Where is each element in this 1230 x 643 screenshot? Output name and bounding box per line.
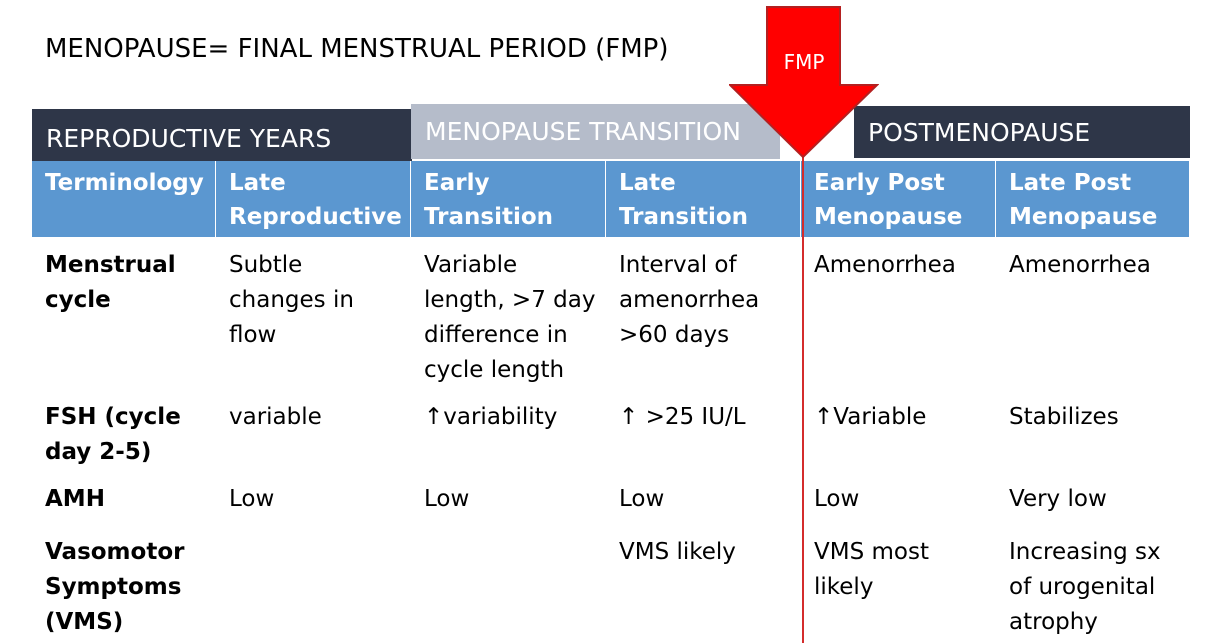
cell-line: VMS most (814, 539, 929, 565)
header-line: Early Post (814, 170, 945, 196)
table-cell (619, 482, 664, 517)
cell-line: Low (814, 486, 860, 512)
cell-line: Variable (424, 252, 518, 278)
cell-line: ↑Variable (814, 404, 927, 430)
cell-line: Low (229, 486, 275, 512)
cell-line: flow (229, 322, 277, 348)
fmp-line (802, 155, 804, 643)
cell-line: Amenorrhea (1009, 252, 1151, 278)
cell-line: Stabilizes (1009, 404, 1119, 430)
cell-line: ↑variability (424, 404, 558, 430)
row-label (45, 400, 181, 470)
band-postmenopause: POSTMENOPAUSE (854, 106, 1190, 158)
header-line: Late Post (1009, 170, 1132, 196)
header-line: Transition (424, 204, 554, 230)
row-label-line: (VMS) (45, 609, 124, 635)
row-label-line: Symptoms (45, 574, 182, 600)
cell-line: Increasing sx (1009, 539, 1161, 565)
cell-line: amenorrhea (619, 287, 760, 313)
row-label (45, 248, 176, 318)
cell-line: length, >7 day (424, 287, 596, 313)
cell-line: variable (229, 404, 322, 430)
table-cell (1009, 482, 1107, 517)
cell-line: Interval of (619, 252, 737, 278)
cell-line: >60 days (619, 322, 730, 348)
table-cell (1009, 535, 1161, 640)
row-label-line: day 2-5) (45, 439, 152, 465)
header-line: Terminology (45, 170, 204, 196)
table-cell (424, 482, 469, 517)
table-cell (814, 482, 859, 517)
cell-line: of urogenital (1009, 574, 1156, 600)
table-cell (1009, 248, 1151, 283)
row-label-line: Menstrual (45, 252, 176, 278)
header-line: Transition (619, 204, 749, 230)
cell-line: VMS likely (619, 539, 736, 565)
table-cell (619, 248, 759, 353)
cell-line: atrophy (1009, 609, 1098, 635)
header-cell (411, 161, 605, 237)
cell-line: changes in (229, 287, 354, 313)
header-line: Menopause (814, 204, 963, 230)
page-title: MENOPAUSE= FINAL MENSTRUAL PERIOD (FMP) (45, 34, 669, 64)
table-cell (229, 482, 274, 517)
cell-line: Very low (1009, 486, 1107, 512)
table-cell (814, 248, 956, 283)
header-cell (996, 161, 1189, 237)
cell-line: cycle length (424, 357, 565, 383)
table-cell (619, 400, 746, 435)
header-line: Menopause (1009, 204, 1158, 230)
cell-line: Low (619, 486, 665, 512)
header-cell (606, 161, 800, 237)
band-menopause-transition: MENOPAUSE TRANSITION (411, 104, 780, 159)
cell-line: Low (424, 486, 470, 512)
row-label-line: FSH (cycle (45, 404, 181, 430)
header-cell (216, 161, 410, 237)
header-line: Reproductive (229, 204, 402, 230)
cell-line: likely (814, 574, 874, 600)
table-cell (619, 535, 736, 570)
band-reproductive-years: REPRODUCTIVE YEARS (32, 109, 412, 161)
cell-line: ↑ >25 IU/L (619, 404, 746, 430)
table-cell (1009, 400, 1119, 435)
table-cell (424, 400, 557, 435)
table-cell (229, 400, 322, 435)
fmp-arrow-icon (729, 6, 879, 158)
header-line: Late (229, 170, 286, 196)
row-label (45, 482, 105, 517)
header-cell (801, 161, 995, 237)
table-cell (424, 248, 595, 388)
cell-line: difference in (424, 322, 568, 348)
fmp-label: FMP (783, 50, 825, 74)
header-line: Early (424, 170, 490, 196)
cell-line: Subtle (229, 252, 303, 278)
table-cell (229, 248, 354, 353)
row-label-line: AMH (45, 486, 105, 512)
row-label-line: Vasomotor (45, 539, 185, 565)
table-cell (814, 400, 926, 435)
header-line: Late (619, 170, 676, 196)
header-cell (32, 161, 215, 237)
table-cell (814, 535, 929, 605)
cell-line: Amenorrhea (814, 252, 956, 278)
row-label (45, 535, 184, 640)
row-label-line: cycle (45, 287, 111, 313)
